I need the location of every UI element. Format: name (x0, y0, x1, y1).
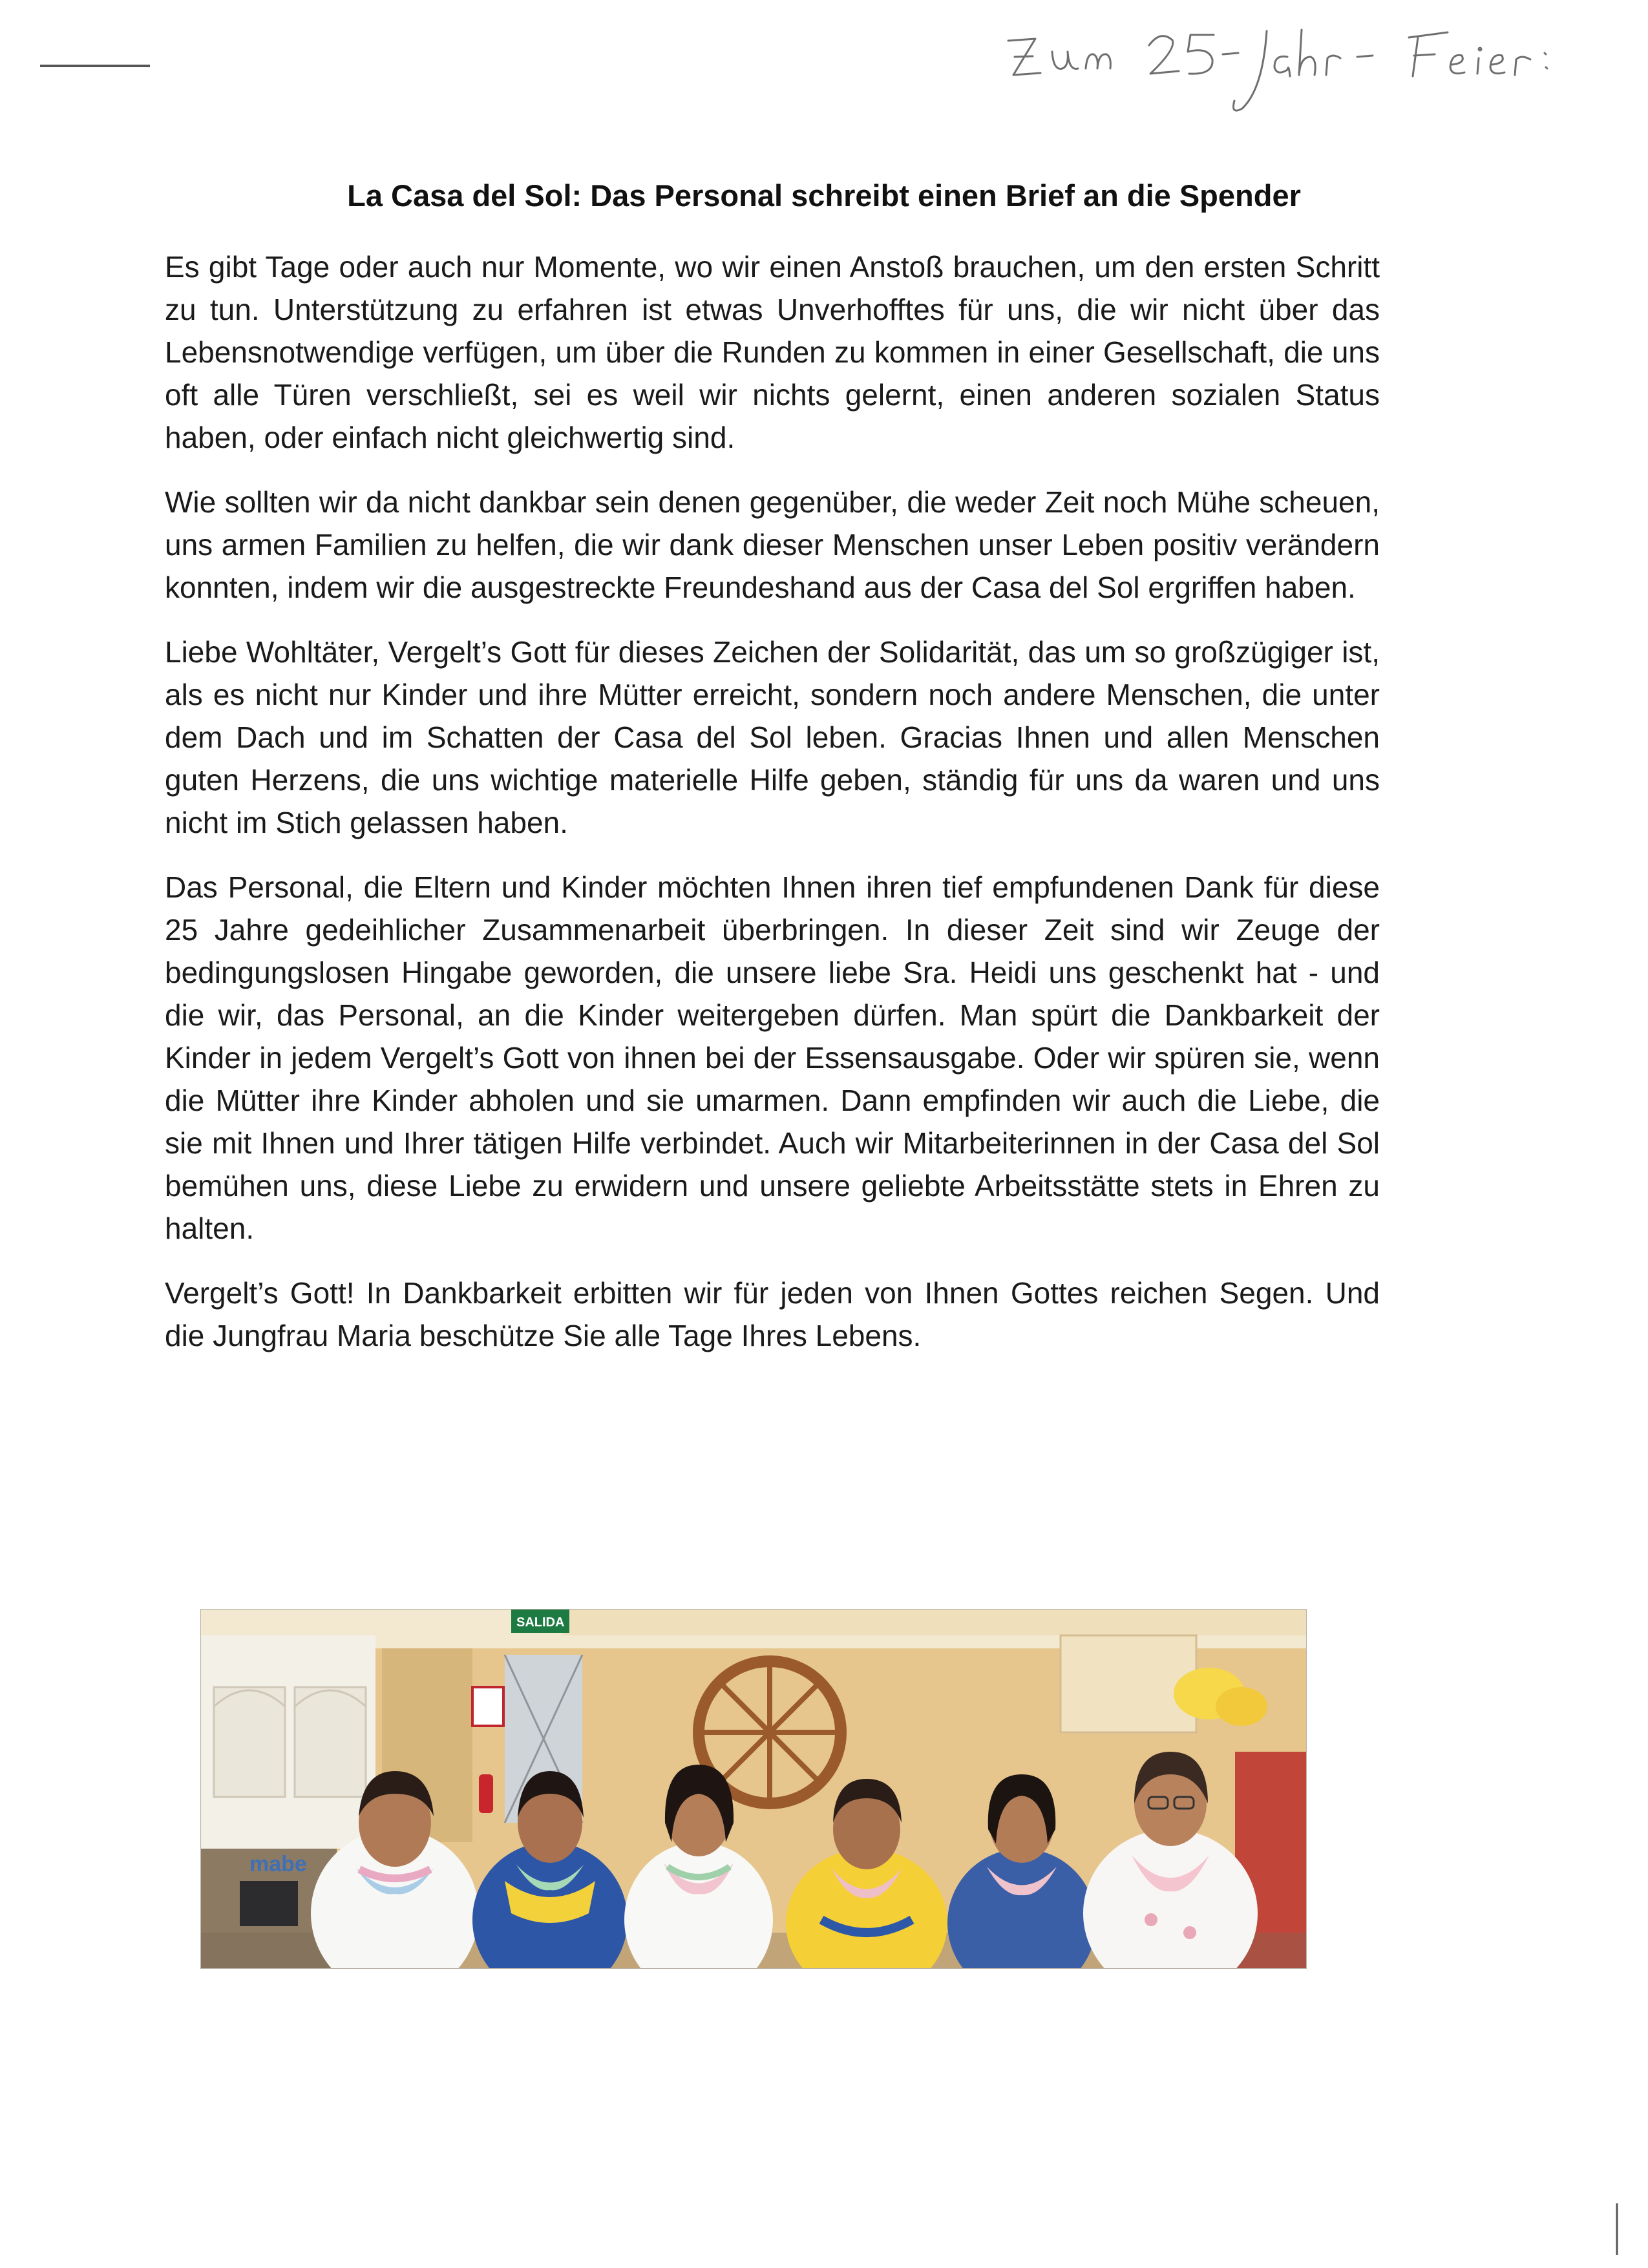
paragraph-5: Vergelt’s Gott! In Dankbarkeit erbitten wir für jeden von Ihnen Gottes reichen Segen. Und die Jungfrau Maria beschütze Sie alle Tage Ihres Lebens. (165, 1276, 1380, 1352)
handwritten-note-drawing (995, 12, 1564, 128)
paragraph-2: Wie sollten wir da nicht dankbar sein denen gegenüber, die weder Zeit noch Mühe scheuen, uns armen Familien zu helfen, die wir dank dieser Menschen unser Leben positiv verändern konnten, indem wir die ausgestreckte Freundeshand aus der Casa del Sol ergriffen haben. (165, 485, 1380, 604)
appliance-brand-text: mabe (249, 1852, 307, 1876)
handwritten-note (995, 12, 1564, 128)
staff-photo-illustration (201, 1610, 1306, 1968)
paragraph-3: Liebe Wohltäter, Vergelt’s Gott für dieses Zeichen der Solidarität, das um so großzügiger ist, als es nicht nur Kinder und ihre Mütter erreicht, sondern noch andere Menschen, die unter dem Dach und im Schatten der Casa del Sol leben. Gracias Ihnen und allen Menschen guten Herzens, die uns wichtige materielle Hilfe geben, ständig für uns da waren und uns nicht im Stich gelassen haben. (165, 635, 1380, 839)
scan-edge-mark (40, 65, 150, 67)
staff-group-photo (200, 1609, 1307, 1969)
scan-corner-mark (1614, 2203, 1621, 2255)
paragraph-1: Es gibt Tage oder auch nur Momente, wo wir einen Anstoß brauchen, um den ersten Schritt zu tun. Unterstützung zu erfahren ist etwas Unverhofftes für uns, die wir nicht über das Lebensnotwendige verfügen, um über die Runden zu kommen in einer Gesellschaft, die uns oft alle Türen verschließt, sei es weil wir nichts gelernt, einen anderen sozialen Status haben, oder einfach nicht gleichwertig sind. (165, 250, 1380, 454)
letter-body (165, 246, 1380, 1379)
document-title: La Casa del Sol: Das Personal schreibt einen Brief an die Spender (347, 178, 1301, 213)
exit-sign-text: SALIDA (516, 1615, 565, 1630)
paragraph-4: Das Personal, die Eltern und Kinder möchten Ihnen ihren tief empfundenen Dank für diese 25 Jahre gedeihlicher Zusammenarbeit überbringen. In dieser Zeit sind wir Zeuge der bedingungslosen Hingabe geworden, die unsere liebe Sra. Heidi uns geschenkt hat - und die wir, das Personal, an die Kinder weitergeben dürfen. Man spürt die Dankbarkeit der Kinder in jedem Vergelt’s Gott von ihnen bei der Essensausgabe. Oder wir spüren sie, wenn die Mütter ihre Kinder abholen und sie umarmen. Dann empfinden wir auch die Liebe, die sie mit Ihnen und Ihrer tätigen Hilfe verbindet. Auch wir Mitarbeiterinnen in der Casa del Sol bemühen uns, diese Liebe zu erwidern und unsere geliebte Arbeitsstätte stets in Ehren zu halten. (165, 870, 1380, 1245)
